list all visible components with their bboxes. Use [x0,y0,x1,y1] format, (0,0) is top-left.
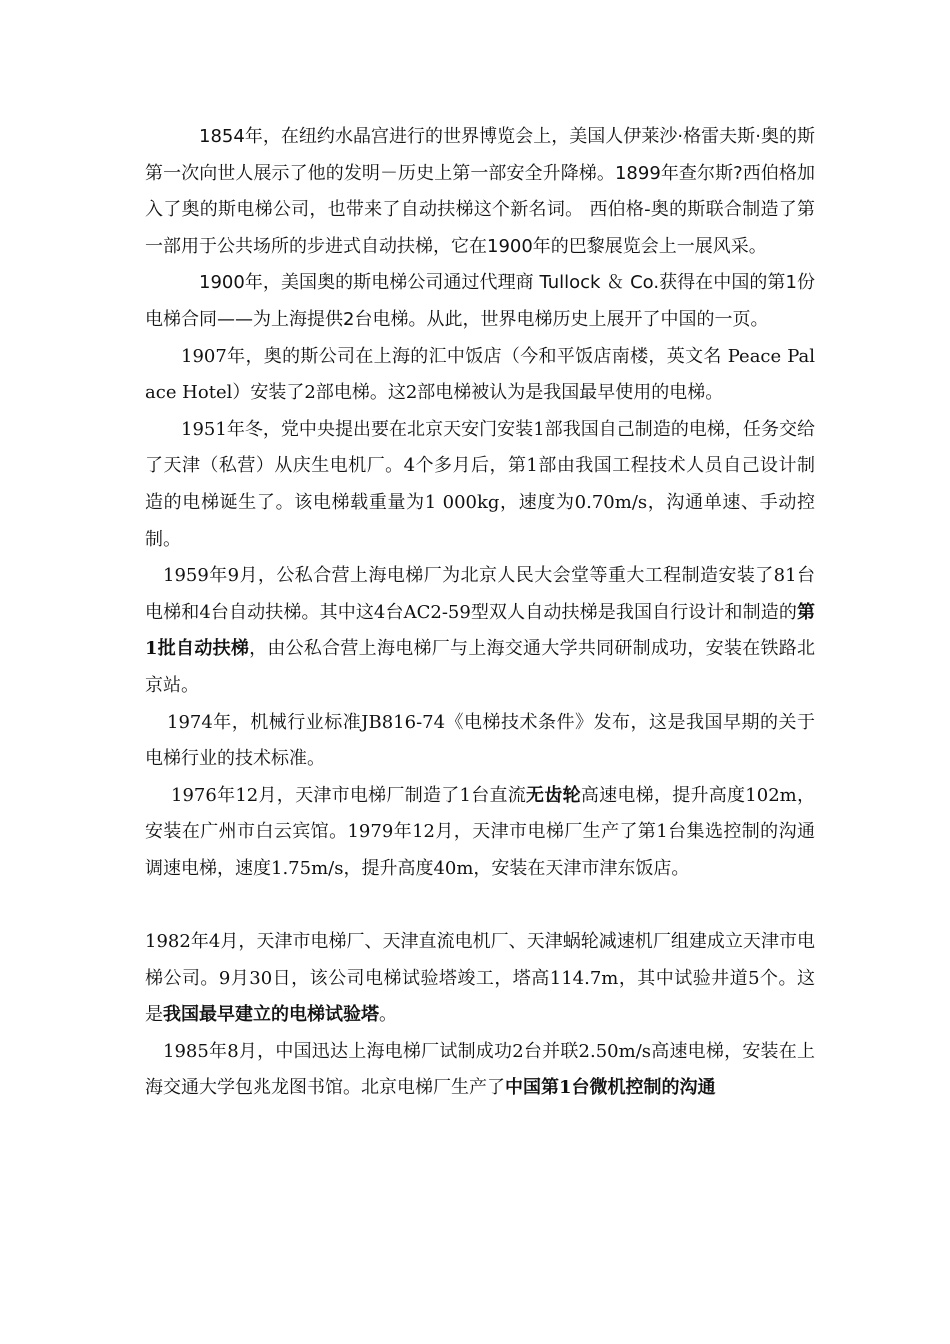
paragraph-1907 [145,339,815,412]
paragraph-1976 [145,778,815,888]
paragraph-1900 [145,265,815,338]
blank-line [145,887,815,924]
paragraph-text: 。 [379,1004,397,1026]
paragraph-text: 1959年9月，公私合营上海电梯厂为北京人民大会堂等重大工程制造安装了81台电梯和4台自动扶梯。其中这4台AC2-59型双人自动扶梯是我国自行设计和制造的 [145,565,815,623]
paragraph-text: 1951年冬，党中央提出要在北京天安门安装1部我国自己制造的电梯，任务交给了天津（私营）从庆生电机厂。4个多月后，第1部由我国工程技术人员自己设计制造的电梯诞生了。该电梯载重量为1 000kg，速度为0.70m/s，沟通单速、手动控制。 [145,418,815,550]
paragraph-text: ，由公私合营上海电梯厂与上海交通大学共同研制成功，安装在铁路北京站。 [145,638,815,696]
paragraph-1959 [145,558,815,704]
paragraph-text: 1907年，奥的斯公司在上海的汇中饭店（今和平饭店南楼，英文名 Peace Palace Hotel）安装了2部电梯。这2部电梯被认为是我国最早使用的电梯。 [145,345,815,404]
document-body [145,119,815,1107]
bold-phrase: 中国第1台微机控制的沟通 [505,1077,716,1099]
paragraph-text: 1985年8月，中国迅达上海电梯厂试制成功2台并联2.50m/s高速电梯，安装在上海交通大学包兆龙图书馆。北京电梯厂生产了 [145,1040,815,1099]
bold-phrase: 我国最早建立的电梯试验塔 [163,1004,379,1026]
paragraph-1854 [145,119,815,265]
paragraph-1985 [145,1034,815,1107]
paragraph-1974 [145,705,815,778]
paragraph-1951 [145,412,815,558]
paragraph-text: 1900年，美国奥的斯电梯公司通过代理商 Tullock ＆ Co.获得在中国的第1份电梯合同——为上海提供2台电梯。从此，世界电梯历史上展开了中国的一页。 [145,272,815,330]
paragraph-1982 [145,924,815,1034]
paragraph-text: 1982年4月，天津市电梯厂、天津直流电机厂、天津蜗轮减速机厂组建成立天津市电梯公司。9月30日，该公司电梯试验塔竣工，塔高114.7m，其中试验井道5个。这是 [145,931,815,1026]
bold-phrase: 无齿轮 [526,784,581,806]
paragraph-text: 高速电梯，提升高度102m，安装在广州市白云宾馆。1979年12月，天津市电梯厂生产了第1台集选控制的沟通调速电梯，速度1.75m/s，提升高度40m，安装在天津市津东饭店。 [145,784,815,879]
paragraph-text: 1974年，机械行业标准JB816-74《电梯技术条件》发布，这是我国早期的关于电梯行业的技术标准。 [145,711,815,770]
bold-phrase: 第1批自动扶梯 [145,601,815,660]
paragraph-text: 1854年，在纽约水晶宫进行的世界博览会上，美国人伊莱沙·格雷夫斯·奥的斯第一次向世人展示了他的发明－历史上第一部安全升降梯。1899年查尔斯?西伯格加入了奥的斯电梯公司，也带来了自动扶梯这个新名词。 西伯格-奥的斯联合制造了第一部用于公共场所的步进式自动扶梯，它在1900年的巴黎展览会上一展风采。 [145,126,815,257]
paragraph-text: 1976年12月，天津市电梯厂制造了1台直流 [171,784,527,806]
